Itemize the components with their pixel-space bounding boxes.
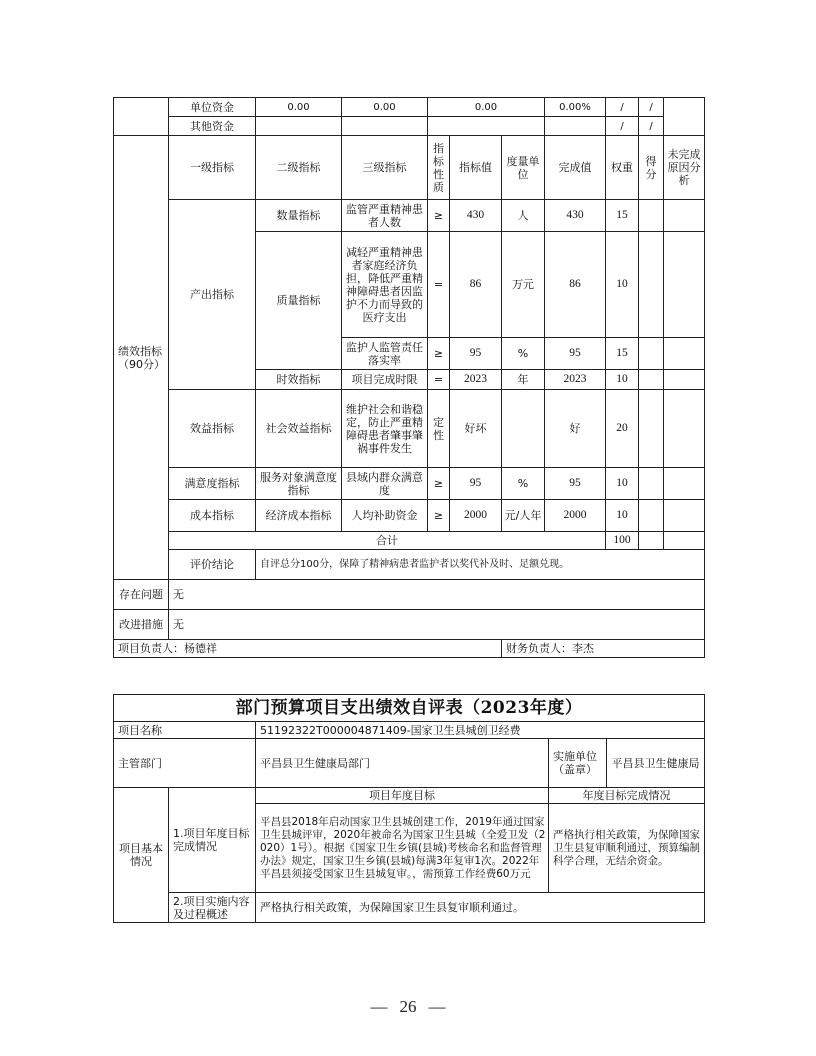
score-cell	[639, 200, 664, 232]
basic-info-label: 项目基本情况	[114, 788, 169, 923]
performance-indicator-table	[113, 97, 705, 658]
level1-cell: 产出指标	[169, 200, 256, 390]
column-header: 未完成原因分析	[664, 136, 705, 200]
nature-cell: ≥	[428, 200, 450, 232]
score-cell	[639, 500, 664, 532]
unit-cell	[502, 390, 545, 468]
item1-label: 1.项目年度目标完成情况	[169, 788, 256, 893]
blank-cell	[664, 532, 705, 550]
level1-cell: 效益指标	[169, 390, 256, 468]
table-title: 部门预算项目支出绩效自评表（2023年度）	[114, 695, 705, 722]
page-number-value: 26	[399, 997, 417, 1016]
fund-value: 0.00	[342, 98, 428, 117]
column-header: 指标值	[450, 136, 502, 200]
done-cell: 95	[545, 468, 606, 500]
project-name-value: 51192322T000004871409-国家卫生县城创卫经费	[256, 722, 705, 739]
goal-header-row	[114, 788, 705, 804]
project-lead: 项目负责人：杨德祥	[114, 640, 502, 658]
fund-slash: /	[606, 98, 639, 117]
reason-cell	[664, 370, 705, 390]
fund-rate	[545, 117, 606, 136]
unit-cell: %	[502, 338, 545, 370]
column-header: 一级指标	[169, 136, 256, 200]
fund-row	[114, 117, 705, 136]
fund-label: 其他资金	[169, 117, 256, 136]
item2-row	[114, 893, 705, 923]
unit-cell: 人	[502, 200, 545, 232]
done-cell: 86	[545, 232, 606, 338]
column-header: 权重	[606, 136, 639, 200]
unit-cell: 万元	[502, 232, 545, 338]
fund-rate: 0.00%	[545, 98, 606, 117]
score-cell	[639, 232, 664, 338]
title-row	[114, 695, 705, 722]
fund-value	[342, 117, 428, 136]
implementing-unit-value: 平昌县卫生健康局	[607, 739, 705, 788]
value-cell: 95	[450, 468, 502, 500]
nature-cell: ≥	[428, 468, 450, 500]
done-cell: 2000	[545, 500, 606, 532]
dash-left: —	[370, 997, 388, 1016]
weight-cell: 10	[606, 500, 639, 532]
reason-cell	[664, 500, 705, 532]
reason-cell	[664, 200, 705, 232]
done-cell: 95	[545, 338, 606, 370]
weight-cell: 15	[606, 338, 639, 370]
department-value: 平昌县卫生健康局部门	[256, 739, 549, 788]
weight-cell: 10	[606, 468, 639, 500]
value-cell: 好坏	[450, 390, 502, 468]
conclusion-row	[114, 550, 705, 580]
value-cell: 430	[450, 200, 502, 232]
fund-slash: /	[606, 117, 639, 136]
problem-text: 无	[169, 580, 705, 610]
score-cell	[639, 338, 664, 370]
implementing-unit-label: 实施单位（盖章）	[549, 739, 607, 788]
total-weight: 100	[606, 532, 639, 550]
score-cell	[639, 468, 664, 500]
department-label: 主管部门	[114, 739, 256, 788]
level2-cell: 经济成本指标	[256, 500, 342, 532]
reason-cell	[664, 338, 705, 370]
table-row	[114, 500, 705, 532]
level3-cell: 项目完成时限	[342, 370, 428, 390]
fund-value: 0.00	[428, 98, 545, 117]
item1-status: 严格执行相关政策，为保障国家卫生县复审顺利通过，预算编制科学合理，无结余资金。	[549, 804, 705, 893]
done-cell: 2023	[545, 370, 606, 390]
value-cell: 95	[450, 338, 502, 370]
project-name-row	[114, 722, 705, 739]
column-header: 三级指标	[342, 136, 428, 200]
nature-cell: =	[428, 232, 450, 338]
nature-cell: ≥	[428, 338, 450, 370]
signature-row	[114, 640, 705, 658]
level2-cell: 时效指标	[256, 370, 342, 390]
project-name-label: 项目名称	[114, 722, 256, 739]
level1-cell: 满意度指标	[169, 468, 256, 500]
level1-cell: 成本指标	[169, 500, 256, 532]
item2-text: 严格执行相关政策，为保障国家卫生县复审顺利通过。	[256, 893, 705, 923]
reason-cell	[664, 468, 705, 500]
section-label: 绩效指标（90分）	[114, 136, 169, 580]
blank-cell	[664, 98, 705, 136]
level3-cell: 监护人监管责任落实率	[342, 338, 428, 370]
fund-value: 0.00	[256, 98, 342, 117]
done-cell: 好	[545, 390, 606, 468]
table-row	[114, 200, 705, 232]
level3-cell: 减轻严重精神患者家庭经济负担，降低严重精神障碍患者因监护不力而导致的医疗支出	[342, 232, 428, 338]
column-header: 二级指标	[256, 136, 342, 200]
value-cell: 2023	[450, 370, 502, 390]
goal-header: 项目年度目标	[256, 788, 549, 804]
problem-label: 存在问题	[114, 580, 169, 610]
item1-goal: 平昌县2018年启动国家卫生县城创建工作，2019年通过国家卫生县城评审，2020年被命名为国家卫生县城（全爱卫发（2020）1号）。根据《国家卫生乡镇(县城)考核命名和监督管理办法》规定，国家卫生乡镇(县城)每满3年复审1次。2022年平昌县须接受国家卫生县城复审。，需预算工作经费60万元	[256, 804, 549, 893]
reason-cell	[664, 390, 705, 468]
column-header: 完成值	[545, 136, 606, 200]
level3-cell: 县域内群众满意度	[342, 468, 428, 500]
unit-cell: %	[502, 468, 545, 500]
fund-value	[256, 117, 342, 136]
fund-row	[114, 98, 705, 117]
improve-label: 改进措施	[114, 610, 169, 640]
fund-label: 单位资金	[169, 98, 256, 117]
fund-slash: /	[639, 98, 664, 117]
level2-cell: 数量指标	[256, 200, 342, 232]
dash-right: —	[428, 997, 446, 1016]
total-label: 合计	[169, 532, 606, 550]
fund-slash: /	[639, 117, 664, 136]
column-header: 度量单位	[502, 136, 545, 200]
value-cell: 86	[450, 232, 502, 338]
fund-value	[428, 117, 545, 136]
table-row	[114, 390, 705, 468]
column-header: 指标性质	[428, 136, 450, 200]
header-row	[114, 136, 705, 200]
page-number	[0, 997, 816, 1017]
unit-cell: 年	[502, 370, 545, 390]
status-header: 年度目标完成情况	[549, 788, 705, 804]
reason-cell	[664, 232, 705, 338]
score-cell	[639, 390, 664, 468]
improve-row	[114, 610, 705, 640]
conclusion-label: 评价结论	[169, 550, 256, 580]
finance-lead: 财务负责人：李杰	[502, 640, 705, 658]
weight-cell: 10	[606, 370, 639, 390]
level3-cell: 维护社会和谐稳定，防止严重精障碍患者肇事肇祸事件发生	[342, 390, 428, 468]
unit-cell: 元/人年	[502, 500, 545, 532]
blank-cell	[114, 98, 169, 136]
improve-text: 无	[169, 610, 705, 640]
nature-cell: ≥	[428, 500, 450, 532]
level2-cell: 服务对象满意度指标	[256, 468, 342, 500]
column-header: 得分	[639, 136, 664, 200]
level3-cell: 监管严重精神患者人数	[342, 200, 428, 232]
level2-cell: 社会效益指标	[256, 390, 342, 468]
weight-cell: 20	[606, 390, 639, 468]
weight-cell: 15	[606, 200, 639, 232]
nature-cell: =	[428, 370, 450, 390]
nature-cell: 定性	[428, 390, 450, 468]
blank-cell	[639, 532, 664, 550]
problem-row	[114, 580, 705, 610]
level3-cell: 人均补助资金	[342, 500, 428, 532]
done-cell: 430	[545, 200, 606, 232]
item2-label: 2.项目实施内容及过程概述	[169, 893, 256, 923]
value-cell: 2000	[450, 500, 502, 532]
department-row	[114, 739, 705, 788]
weight-cell: 10	[606, 232, 639, 338]
level2-cell: 质量指标	[256, 232, 342, 370]
score-cell	[639, 370, 664, 390]
total-row	[114, 532, 705, 550]
budget-self-evaluation-table	[113, 694, 705, 923]
conclusion-text: 自评总分100分，保障了精神病患者监护者以奖代补及时、足额兑现。	[256, 550, 705, 580]
table-row	[114, 468, 705, 500]
